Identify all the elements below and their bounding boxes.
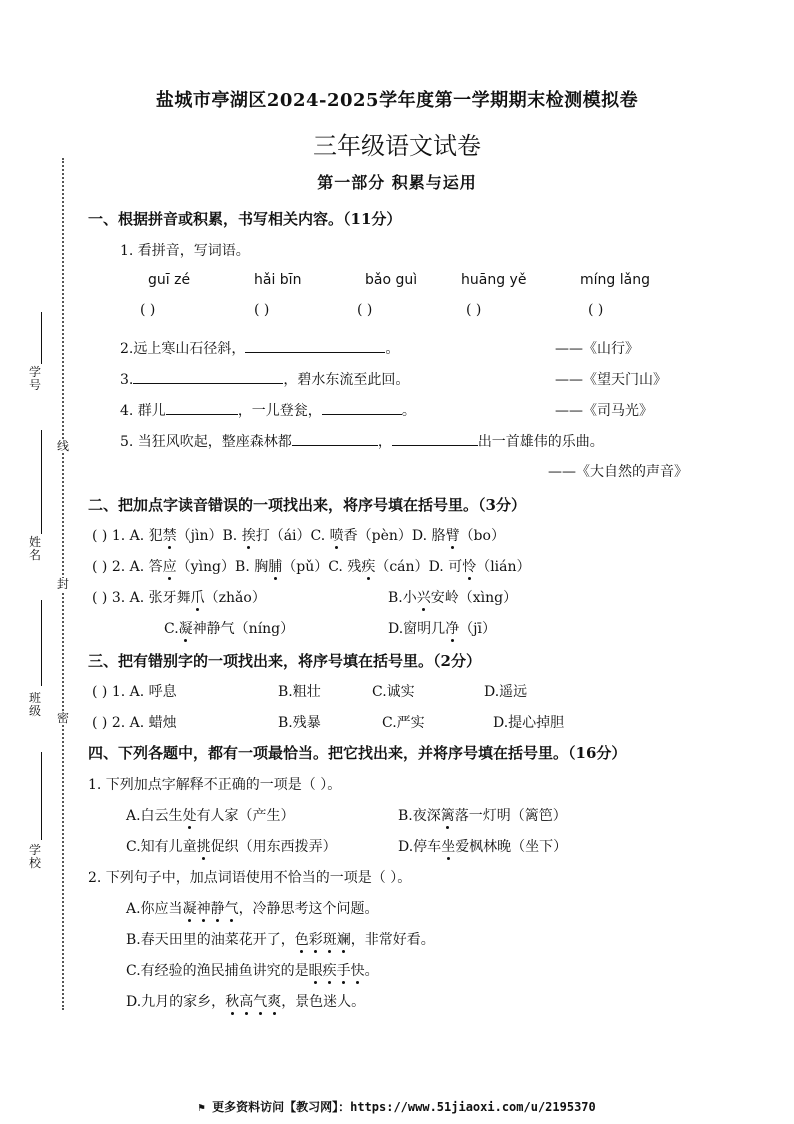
s2-r2-b: B. 胸脯（pǔ） [235,559,329,575]
s2-r1-a: A. 犯禁（jìn） [129,528,223,544]
s2-r2-d: D. 可怜（lián） [428,559,531,575]
answer-paren-2[interactable]: ( ) [254,302,270,318]
section4-heading: 四、下列各题中，都有一项最恰当。把它找出来，并将序号填在括号里。（16分） [88,744,627,762]
s2-r1-c: C. 喷香（pèn） [310,528,412,544]
s3-r1-a: A. 呼息 [129,684,177,700]
pinyin-1: guī zé [148,272,191,288]
s2-r1-d: D. 胳臂（bo） [411,528,505,544]
s2-r3-num: 3. [111,590,126,606]
s3-r1-bracket[interactable]: ( ) [92,684,108,700]
s3-r2-c: C.严实 [382,715,425,731]
pinyin-3: bǎo guì [365,272,418,288]
s2-r3-c: C.凝神静气（níng） [164,621,295,637]
s4-q1-c: C.知有儿童挑促织（用东西拨弄） [126,839,337,855]
s1-q4-blank-2[interactable] [322,400,402,415]
pinyin-5: míng lǎng [580,272,650,288]
s2-r2-bracket[interactable]: ( ) [92,559,108,575]
exam-subtitle: 三年级语文试卷 [313,132,481,160]
student-id-label: 学号 [28,365,41,392]
s2-r1-num: 1. [111,528,126,544]
s1-q4-blank-1[interactable] [166,400,238,415]
s3-r1-c: C.诚实 [372,684,415,700]
s2-r1-bracket[interactable]: ( ) [92,528,108,544]
s3-r1-head [92,681,177,701]
s1-q5-blank-1[interactable] [292,431,378,446]
seal-char-secret: 密 [54,712,72,725]
s2-r2-num: 2. [111,559,126,575]
footer-link[interactable] [0,1098,794,1115]
s2-r3-d: D.窗明几净（jī） [388,621,497,637]
school-line[interactable] [41,752,42,840]
s2-row-3 [92,587,266,607]
s3-r2-b: B.残暴 [278,715,321,731]
pinyin-4: huāng yě [461,272,527,288]
section2-heading: 二、把加点字读音错误的一项找出来，将序号填在括号里。（3分） [88,496,526,514]
s3-r2-num: 2. [111,715,126,731]
s1-q4-text-a: 4. 群儿 [120,403,166,419]
s4-q2-b: B.春天田里的油菜花开了，色彩斑斓，非常好看。 [126,932,435,948]
s1-q3-num: 3. [120,372,134,388]
class-line[interactable] [41,600,42,686]
s2-r2-c: C. 残疾（cán） [328,559,429,575]
class-label: 班级 [28,691,41,718]
s4-q2-a: A.你应当凝神静气，冷静思考这个问题。 [126,901,379,917]
s1-q2 [120,338,399,358]
s3-r1-d: D.遥远 [484,684,528,700]
seal-char-seal: 封 [54,578,72,591]
s4-q1: 1. 下列加点字解释不正确的一项是（ ）。 [88,777,342,793]
s1-q2-end: 。 [385,341,400,357]
answer-paren-1[interactable]: ( ) [140,302,156,318]
s1-q1-label: 1. 看拼音，写词语。 [120,243,250,259]
s4-q2-c: C.有经验的渔民捕鱼讲究的是眼疾手快。 [126,963,379,979]
s3-r2-a: A. 蜡烛 [129,715,177,731]
s3-r1-b: B.粗壮 [278,684,321,700]
s1-q5-blank-2[interactable] [392,431,478,446]
name-line[interactable] [41,430,42,534]
s3-r2-bracket[interactable]: ( ) [92,715,108,731]
s1-q4-end: 。 [401,403,416,419]
s2-row-2 [92,556,531,576]
s2-r3-bracket[interactable]: ( ) [92,590,108,606]
s1-q4-text-b: ，一儿登瓮， [237,403,322,419]
part-title: 第一部分 积累与运用 [317,173,477,192]
s1-q5-text-a: 5. 当狂风吹起，整座森林都 [120,434,292,450]
s1-q5-source: ——《大自然的声音》 [548,464,688,480]
s1-q2-blank[interactable] [245,338,385,353]
s1-q5-text-b: ， [377,434,392,450]
s1-q2-source: ——《山行》 [555,341,639,357]
s3-r2-head [92,712,177,732]
name-label: 姓名 [28,535,41,562]
pinyin-2: hǎi bīn [254,272,302,288]
student-id-line[interactable] [41,312,42,364]
s4-q1-a: A.白云生处有人家（产生） [126,808,295,824]
s1-q2-text: 2.远上寒山石径斜， [120,341,246,357]
s2-row-1 [92,525,505,545]
s1-q3 [120,369,409,389]
seal-char-line: 线 [54,440,72,453]
s2-r2-a: A. 答应（yìng） [129,559,236,575]
s1-q5 [120,431,604,451]
s3-r1-num: 1. [111,684,126,700]
s1-q3-blank[interactable] [133,369,283,384]
s1-q4 [120,400,416,420]
s4-q2: 2. 下列句子中，加点词语使用不恰当的一项是（ ）。 [88,870,412,886]
footer-text: 更多资料访问【教习网】：https://www.51jiaoxi.com/u/2195370 [212,1100,596,1114]
s3-r2-d: D.提心掉胆 [493,715,565,731]
flag-icon: ⚑ [198,1101,205,1114]
s1-q3-text: ，碧水东流至此回。 [283,372,410,388]
answer-paren-4[interactable]: ( ) [466,302,482,318]
s2-r3-b: B.小兴安岭（xìng） [388,590,518,606]
s4-q1-d: D.停车坐爱枫林晚（坐下） [398,839,568,855]
exam-title: 盐城市亭湖区2024-2025学年度第一学期期末检测模拟卷 [155,90,639,111]
s4-q2-d: D.九月的家乡，秋高气爽，景色迷人。 [126,994,366,1010]
section3-heading: 三、把有错别字的一项找出来，将序号填在括号里。（2分） [88,652,481,670]
s4-q1-b: B.夜深篱落一灯明（篱笆） [398,808,567,824]
s1-q5-text-c: 出一首雄伟的乐曲。 [477,434,604,450]
school-label: 学校 [28,843,41,870]
s1-q3-source: ——《望天门山》 [555,372,667,388]
answer-paren-3[interactable]: ( ) [357,302,373,318]
s1-q4-source: ——《司马光》 [555,403,653,419]
s2-r3-a: A. 张牙舞爪（zhǎo） [129,590,266,606]
s2-r1-b: B. 挨打（ái） [222,528,311,544]
section1-heading: 一、根据拼音或积累，书写相关内容。（11分） [88,210,402,228]
answer-paren-5[interactable]: ( ) [588,302,604,318]
